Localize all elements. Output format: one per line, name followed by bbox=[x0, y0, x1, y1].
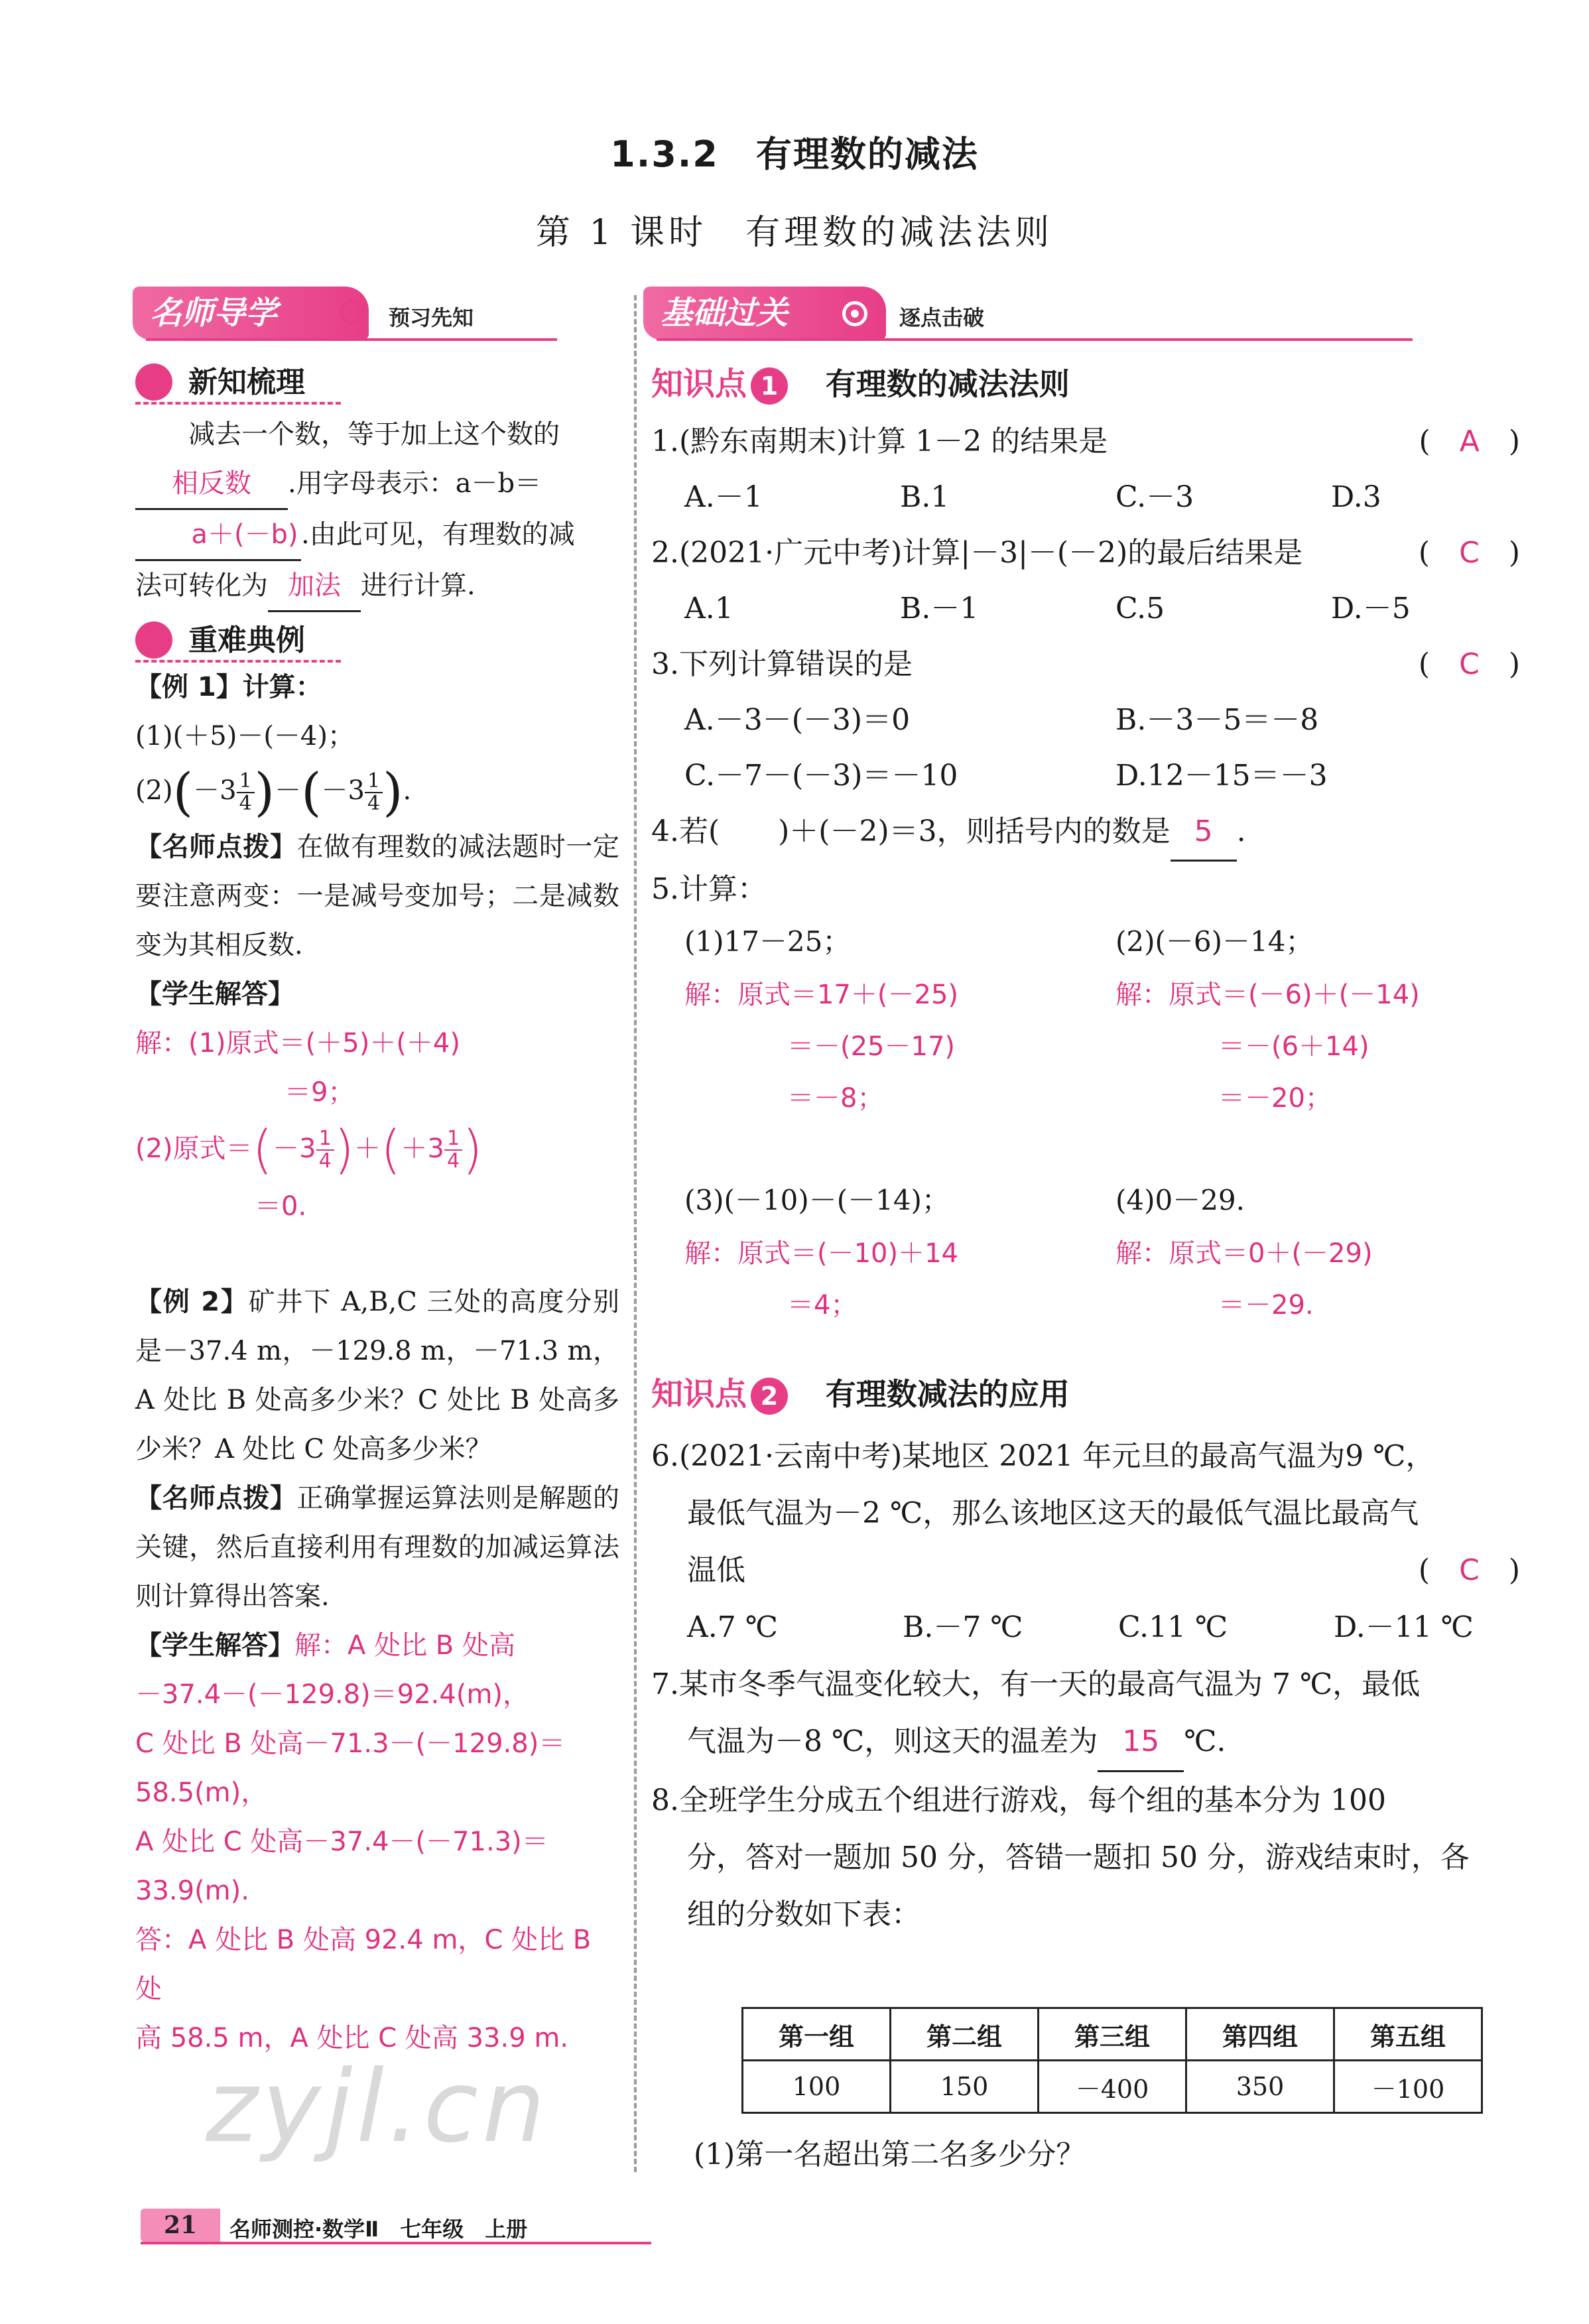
table-cell: －100 bbox=[1334, 2061, 1482, 2113]
q5-2-answer-b: ＝－(6＋14) bbox=[1218, 1031, 1369, 1062]
blank-answer: 加法 bbox=[268, 561, 361, 612]
ex2-answer-line5: A 处比 C 处高－37.4－(－71.3)＝ bbox=[135, 1827, 548, 1857]
q4: 4.若( )＋(－2)＝3，则括号内的数是 5 . bbox=[651, 804, 1520, 862]
q6-options: A.7 ℃ B.－7 ℃ C.11 ℃ D.－11 ℃ bbox=[687, 1610, 1474, 1644]
q2-options: A.1 B.－1 C.5 D.－5 bbox=[684, 592, 1411, 625]
q1: 1.(黔东南期末)计算 1－2 的结果是 ( A ) bbox=[651, 424, 1520, 458]
q8-line2: 分，答对一题加 50 分，答错一题扣 50 分，游戏结束时，各 bbox=[687, 1840, 1470, 1874]
fraction: $\frac{1}{4}$ bbox=[365, 771, 383, 814]
dashed-underline bbox=[135, 660, 341, 663]
q5-1: (1)17－25； bbox=[684, 925, 851, 958]
table-header-row bbox=[743, 2008, 1482, 2061]
q7-line2: 气温为－8 ℃，则这天的温差为 15 ℃. bbox=[651, 1713, 1520, 1772]
answer-mark: C bbox=[1459, 536, 1480, 570]
q1-options: A.－1 B.1 C.－3 D.3 bbox=[684, 480, 1381, 514]
blank-answer: a＋(－b) bbox=[135, 510, 301, 561]
q5-1-answer-b: ＝－(25－17) bbox=[787, 1031, 956, 1062]
fraction: $\frac{1}{4}$ bbox=[444, 1128, 462, 1172]
magnifier-icon bbox=[340, 300, 365, 325]
q5-4-answer-a: 解：原式＝0＋(－29) bbox=[1115, 1238, 1373, 1269]
blank-answer: 15 bbox=[1098, 1713, 1184, 1772]
q5-3-answer-a: 解：原式＝(－10)＋14 bbox=[684, 1238, 959, 1269]
knowledge-point-2: 知识点 2 有理数减法的应用 bbox=[651, 1368, 1520, 1428]
banner-sub: 预习先知 bbox=[389, 305, 474, 330]
q5-3-answer-b: ＝4； bbox=[787, 1290, 858, 1321]
ex1-answer-line4: ＝0. bbox=[255, 1191, 307, 1222]
example1-q2: (2)(－3 $\frac{1}{4}$ )－(－3 $\frac{1}{4}$ ). bbox=[135, 763, 412, 822]
dashed-underline bbox=[135, 402, 341, 405]
table-header-cell: 第一组 bbox=[743, 2008, 891, 2061]
knowledge-point-1: 知识点 1 有理数的减法法则 bbox=[651, 358, 1520, 414]
ex2-answer-first: 【学生解答】解：A 处比 B 处高 bbox=[135, 1630, 515, 1661]
rule-paragraph: 减去一个数，等于加上这个数的 相反数 .用字母表示：a－b＝ a＋(－b) .由此可见，有理数的减 bbox=[135, 410, 619, 561]
ex2-answer-line7: 答：A 处比 B 处高 92.4 m，C 处比 B 处 bbox=[135, 1925, 592, 2004]
q3-options-row1: A.－3－(－3)＝0 B.－3－5＝－8 bbox=[684, 703, 1319, 737]
q5-grid-top bbox=[651, 917, 1520, 1176]
tip2: 【名师点拨】正确掌握运算法则是解题的关键，然后直接利用有理数的加减运算法则计算得出答案. bbox=[135, 1483, 620, 1612]
q5-4-answer-b: ＝－29. bbox=[1218, 1290, 1314, 1321]
ex2-answer-line2: －37.4－(－129.8)＝92.4(m)， bbox=[135, 1679, 530, 1710]
ex1-answer-line3: (2)原式＝(－3 $\frac{1}{4}$ )＋(＋3 $\frac{1}{4}$ ) bbox=[135, 1120, 483, 1180]
table-header-cell: 第三组 bbox=[1039, 2008, 1186, 2061]
q8-line1: 8.全班学生分成五个组进行游戏，每个组的基本分为 100 bbox=[651, 1783, 1386, 1817]
table-header-cell: 第五组 bbox=[1334, 2008, 1482, 2061]
ex2-answer-line3: C 处比 B 处高－71.3－(－129.8)＝ bbox=[135, 1728, 566, 1759]
table-cell: 100 bbox=[743, 2061, 891, 2113]
q5-1-answer-c: ＝－8； bbox=[787, 1083, 884, 1114]
banner-tag: 名师导学 bbox=[133, 287, 369, 340]
blank-answer: 相反数 bbox=[135, 459, 288, 510]
fraction: $\frac{1}{4}$ bbox=[237, 771, 255, 814]
q5-2: (2)(－6)－14； bbox=[1115, 925, 1314, 958]
target-icon bbox=[842, 301, 867, 326]
answer-mark: C bbox=[1459, 1553, 1480, 1587]
blank-answer: 5 bbox=[1171, 804, 1237, 862]
q5-2-answer-c: ＝－20； bbox=[1218, 1083, 1332, 1114]
q3-options-row2: C.－7－(－3)＝－10 D.12－15＝－3 bbox=[684, 759, 1328, 793]
table-row bbox=[743, 2061, 1482, 2113]
section-heading-key: 重难典例 bbox=[188, 623, 305, 657]
ex2-answer-line4: 58.5(m)， bbox=[135, 1777, 268, 1808]
student-answer-label: 【学生解答】 bbox=[135, 979, 294, 1009]
banner-sub: 逐点击破 bbox=[899, 305, 985, 330]
person-icon bbox=[135, 621, 172, 659]
q5-2-answer-a: 解：原式＝(－6)＋(－14) bbox=[1115, 980, 1420, 1010]
footer-line bbox=[141, 2242, 651, 2244]
banner-underline bbox=[657, 338, 1413, 341]
answer-mark: A bbox=[1459, 424, 1480, 458]
table-cell: －400 bbox=[1039, 2061, 1186, 2113]
q5-3: (3)(－10)－(－14)； bbox=[684, 1184, 950, 1216]
watermark: zyjl.cn bbox=[206, 2049, 550, 2165]
tip1: 【名师点拨】在做有理数的减法题时一定要注意两变：一是减号变加号；二是减数变为其相反数. bbox=[135, 832, 620, 960]
q5-1-answer-a: 解：原式＝17＋(－25) bbox=[684, 980, 959, 1010]
rule-line4: 法可转化为 加法 进行计算. bbox=[135, 561, 619, 612]
example1-label: 【例 1】计算： bbox=[135, 672, 322, 702]
example1-q1: (1)(＋5)－(－4)； bbox=[135, 721, 354, 751]
section-heading-new: 新知梳理 bbox=[188, 365, 305, 399]
q8-sub1: (1)第一名超出第二名多少分？ bbox=[694, 2138, 1086, 2171]
lesson-title: 第 1 课时 有理数的减法法则 bbox=[535, 213, 1054, 253]
left-column bbox=[135, 358, 619, 2063]
table-cell: 150 bbox=[891, 2061, 1039, 2113]
q3: 3.下列计算错误的是 ( C ) bbox=[651, 647, 1520, 681]
section-title: 1.3.2 有理数的减法 bbox=[610, 133, 979, 175]
right-column bbox=[651, 358, 1520, 1943]
banner-tag: 基础过关 bbox=[643, 287, 886, 340]
score-table bbox=[741, 2007, 1483, 2114]
table-header-cell: 第四组 bbox=[1186, 2008, 1334, 2061]
left-banner bbox=[133, 287, 564, 340]
answer-mark: C bbox=[1459, 647, 1480, 681]
q6-line2: 最低气温为－2 ℃，那么该地区这天的最低气温比最高气 bbox=[687, 1496, 1419, 1530]
q2: 2.(2021·广元中考)计算|－3|－(－2)的最后结果是 ( C ) bbox=[651, 536, 1520, 570]
q8-line3: 组的分数如下表： bbox=[687, 1898, 921, 1931]
right-banner bbox=[643, 287, 1426, 340]
q5-4: (4)0－29. bbox=[1115, 1184, 1245, 1216]
fraction: $\frac{1}{4}$ bbox=[316, 1128, 334, 1172]
table-cell: 350 bbox=[1186, 2061, 1334, 2113]
q5: 5.计算： bbox=[651, 872, 767, 906]
book-title: 名师测控·数学Ⅱ 七年级 上册 bbox=[229, 2217, 528, 2242]
example2: 【例 2】矿井下 A,B,C 三处的高度分别是－37.4 m，－129.8 m，－71.3 m，A 处比 B 处高多少米？C 处比 B 处高多少米？A 处比 C 处高多少米？ bbox=[135, 1287, 620, 1464]
q7-line1: 7.某市冬季气温变化较大，有一天的最高气温为 7 ℃，最低 bbox=[651, 1667, 1421, 1701]
q6-line1: 6.(2021·云南中考)某地区 2021 年元旦的最高气温为9 ℃， bbox=[651, 1439, 1435, 1473]
column-divider bbox=[634, 295, 637, 2172]
book-icon bbox=[135, 363, 172, 401]
ex2-answer-line6: 33.9(m). bbox=[135, 1876, 249, 1906]
page-number: 21 bbox=[141, 2209, 220, 2242]
banner-underline bbox=[146, 338, 557, 341]
ex2-answer-line8: 高 58.5 m，A 处比 C 处高 33.9 m. bbox=[135, 2023, 569, 2053]
ex1-answer-line2: ＝9； bbox=[285, 1077, 355, 1108]
q6-line3: 温低 ( C ) bbox=[687, 1553, 1520, 1587]
ex1-answer-line1: 解：(1)原式＝(＋5)＋(＋4) bbox=[135, 1028, 460, 1059]
table-header-cell: 第二组 bbox=[891, 2008, 1039, 2061]
q5-grid-bottom bbox=[651, 1176, 1520, 1355]
